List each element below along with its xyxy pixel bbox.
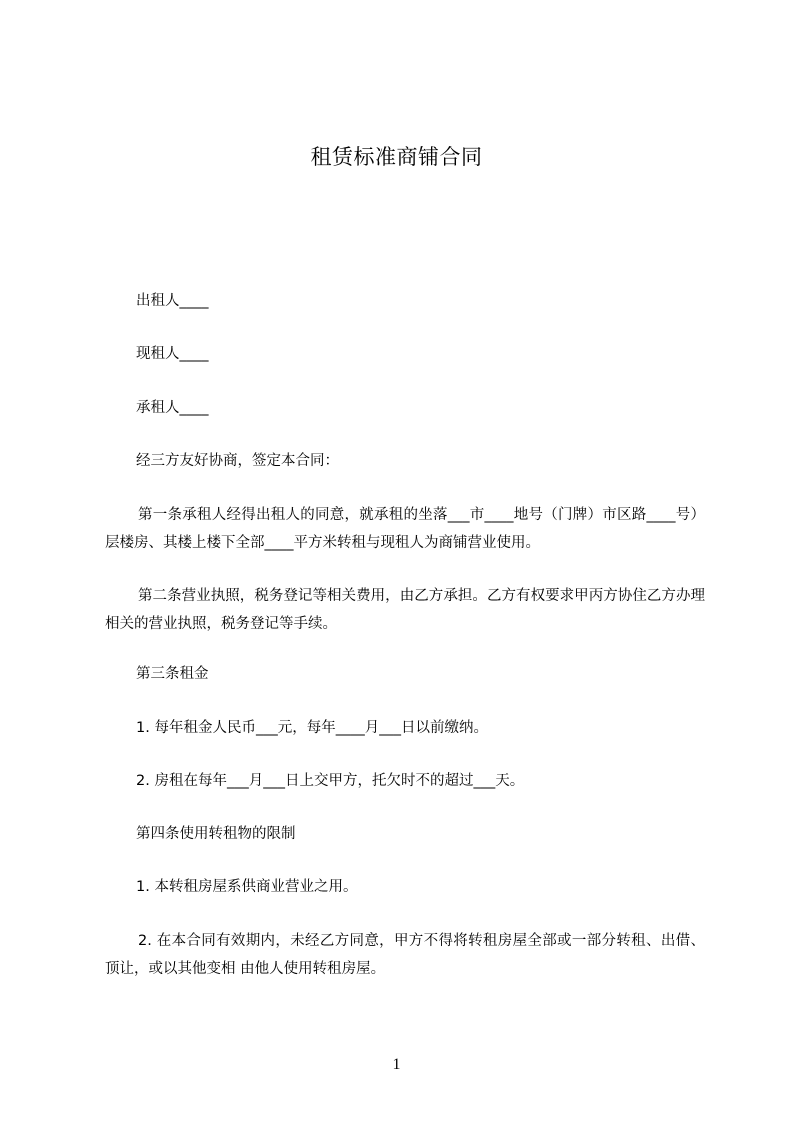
article-3-item-2: 2. 房租在每年___月___日上交甲方，托欠时不的超过___天。 [136, 773, 525, 789]
lessee-line: 承租人____ [136, 400, 209, 416]
lessor-line: 出租人____ [136, 293, 209, 309]
article-4-item-1: 1. 本转租房屋系供商业营业之用。 [136, 879, 358, 895]
page-number: 1 [392, 1056, 401, 1073]
article-1: 第一条承租人经得出租人的同意，就承租的坐落___市____地号（门牌）市区路____号）层楼房、其楼上楼下全部____平方米转租与现租人为商铺营业使用。 [105, 507, 705, 551]
article-4-item-2: 2. 在本合同有效期内，未经乙方同意，甲方不得将转租房屋全部或一部分转租、出借、顶让，或以其他变相 由他人使用转租房屋。 [105, 933, 705, 977]
article-3-heading: 第三条租金 [136, 666, 209, 682]
preamble: 经三方友好协商，签定本合同： [136, 453, 339, 469]
document-title: 租赁标准商铺合同 [310, 145, 483, 169]
article-3-item-1: 1. 每年租金人民币___元，每年____月___日以前缴纳。 [136, 720, 488, 736]
current-tenant-line: 现租人____ [136, 346, 209, 362]
article-2: 第二条营业执照，税务登记等相关费用，由乙方承担。乙方有权要求甲丙方协住乙方办理相关的营业执照，税务登记等手续。 [105, 588, 705, 632]
article-4-heading: 第四条使用转租物的限制 [136, 826, 296, 842]
